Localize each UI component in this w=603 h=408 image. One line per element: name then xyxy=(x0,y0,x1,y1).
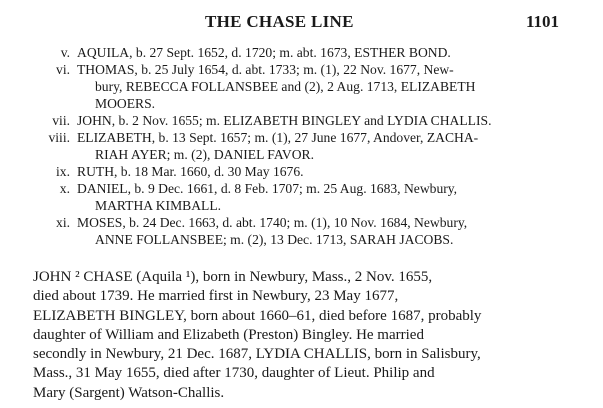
child-text-line: MARTHA KIMBALL. xyxy=(95,198,222,213)
child-text-line: JOHN, b. 2 Nov. 1655; m. ELIZABETH BINGLEY and LYDIA CHALLIS. xyxy=(77,113,492,128)
child-text-line: bury, REBECCA FOLLANSBEE and (2), 2 Aug. 1713, ELIZABETH xyxy=(95,79,476,94)
child-entry xyxy=(0,180,603,214)
child-text-line: ANNE FOLLANSBEE; m. (2), 13 Dec. 1713, SARAH JACOBS. xyxy=(95,232,454,247)
child-numeral: vii. xyxy=(52,113,70,128)
narrative-line: Mary (Sargent) Watson-Challis. xyxy=(33,384,225,401)
child-numeral: xi. xyxy=(56,215,70,230)
narrative-paragraph xyxy=(33,268,581,403)
narrative-line: died about 1739. He married first in Newbury, 23 May 1677, xyxy=(33,288,399,305)
child-entry xyxy=(0,44,603,61)
children-list xyxy=(0,44,603,248)
child-entry xyxy=(0,163,603,180)
child-entry xyxy=(0,61,603,112)
child-text-line: ELIZABETH, b. 13 Sept. 1657; m. (1), 27 June 1677, Andover, ZACHA- xyxy=(77,130,479,145)
child-entry xyxy=(0,112,603,129)
child-numeral: v. xyxy=(60,45,70,60)
child-text-line: AQUILA, b. 27 Sept. 1652, d. 1720; m. abt. 1673, ESTHER BOND. xyxy=(77,45,451,60)
narrative-line: secondly in Newbury, 21 Dec. 1687, LYDIA CHALLIS, born in Salisbury, xyxy=(33,346,481,363)
narrative-line: ELIZABETH BINGLEY, born about 1660–61, died before 1687, probably xyxy=(33,307,482,324)
child-entry xyxy=(0,214,603,248)
running-title: THE CHASE LINE xyxy=(205,12,354,31)
child-entry xyxy=(0,129,603,163)
page-number: 1101 xyxy=(525,12,559,31)
page-header xyxy=(0,10,603,36)
child-text-line: THOMAS, b. 25 July 1654, d. abt. 1733; m. (1), 22 Nov. 1677, New- xyxy=(77,62,454,77)
child-numeral: ix. xyxy=(56,164,70,179)
child-numeral: x. xyxy=(59,181,70,196)
child-text-line: RUTH, b. 18 Mar. 1660, d. 30 May 1676. xyxy=(77,164,304,179)
narrative-line: JOHN ² CHASE (Aquila ¹), born in Newbury, Mass., 2 Nov. 1655, xyxy=(33,269,433,285)
child-text-line: MOOERS. xyxy=(95,96,156,111)
child-numeral: viii. xyxy=(48,130,70,145)
child-text-line: RIAH AYER; m. (2), DANIEL FAVOR. xyxy=(95,147,315,162)
child-text-line: MOSES, b. 24 Dec. 1663, d. abt. 1740; m. (1), 10 Nov. 1684, Newbury, xyxy=(77,215,468,230)
narrative-line: daughter of William and Elizabeth (Preston) Bingley. He married xyxy=(33,326,424,343)
child-numeral: vi. xyxy=(56,62,70,77)
narrative-line: Mass., 31 May 1655, died after 1730, daughter of Lieut. Philip and xyxy=(33,365,435,382)
child-text-line: DANIEL, b. 9 Dec. 1661, d. 8 Feb. 1707; m. 25 Aug. 1683, Newbury, xyxy=(77,181,458,196)
